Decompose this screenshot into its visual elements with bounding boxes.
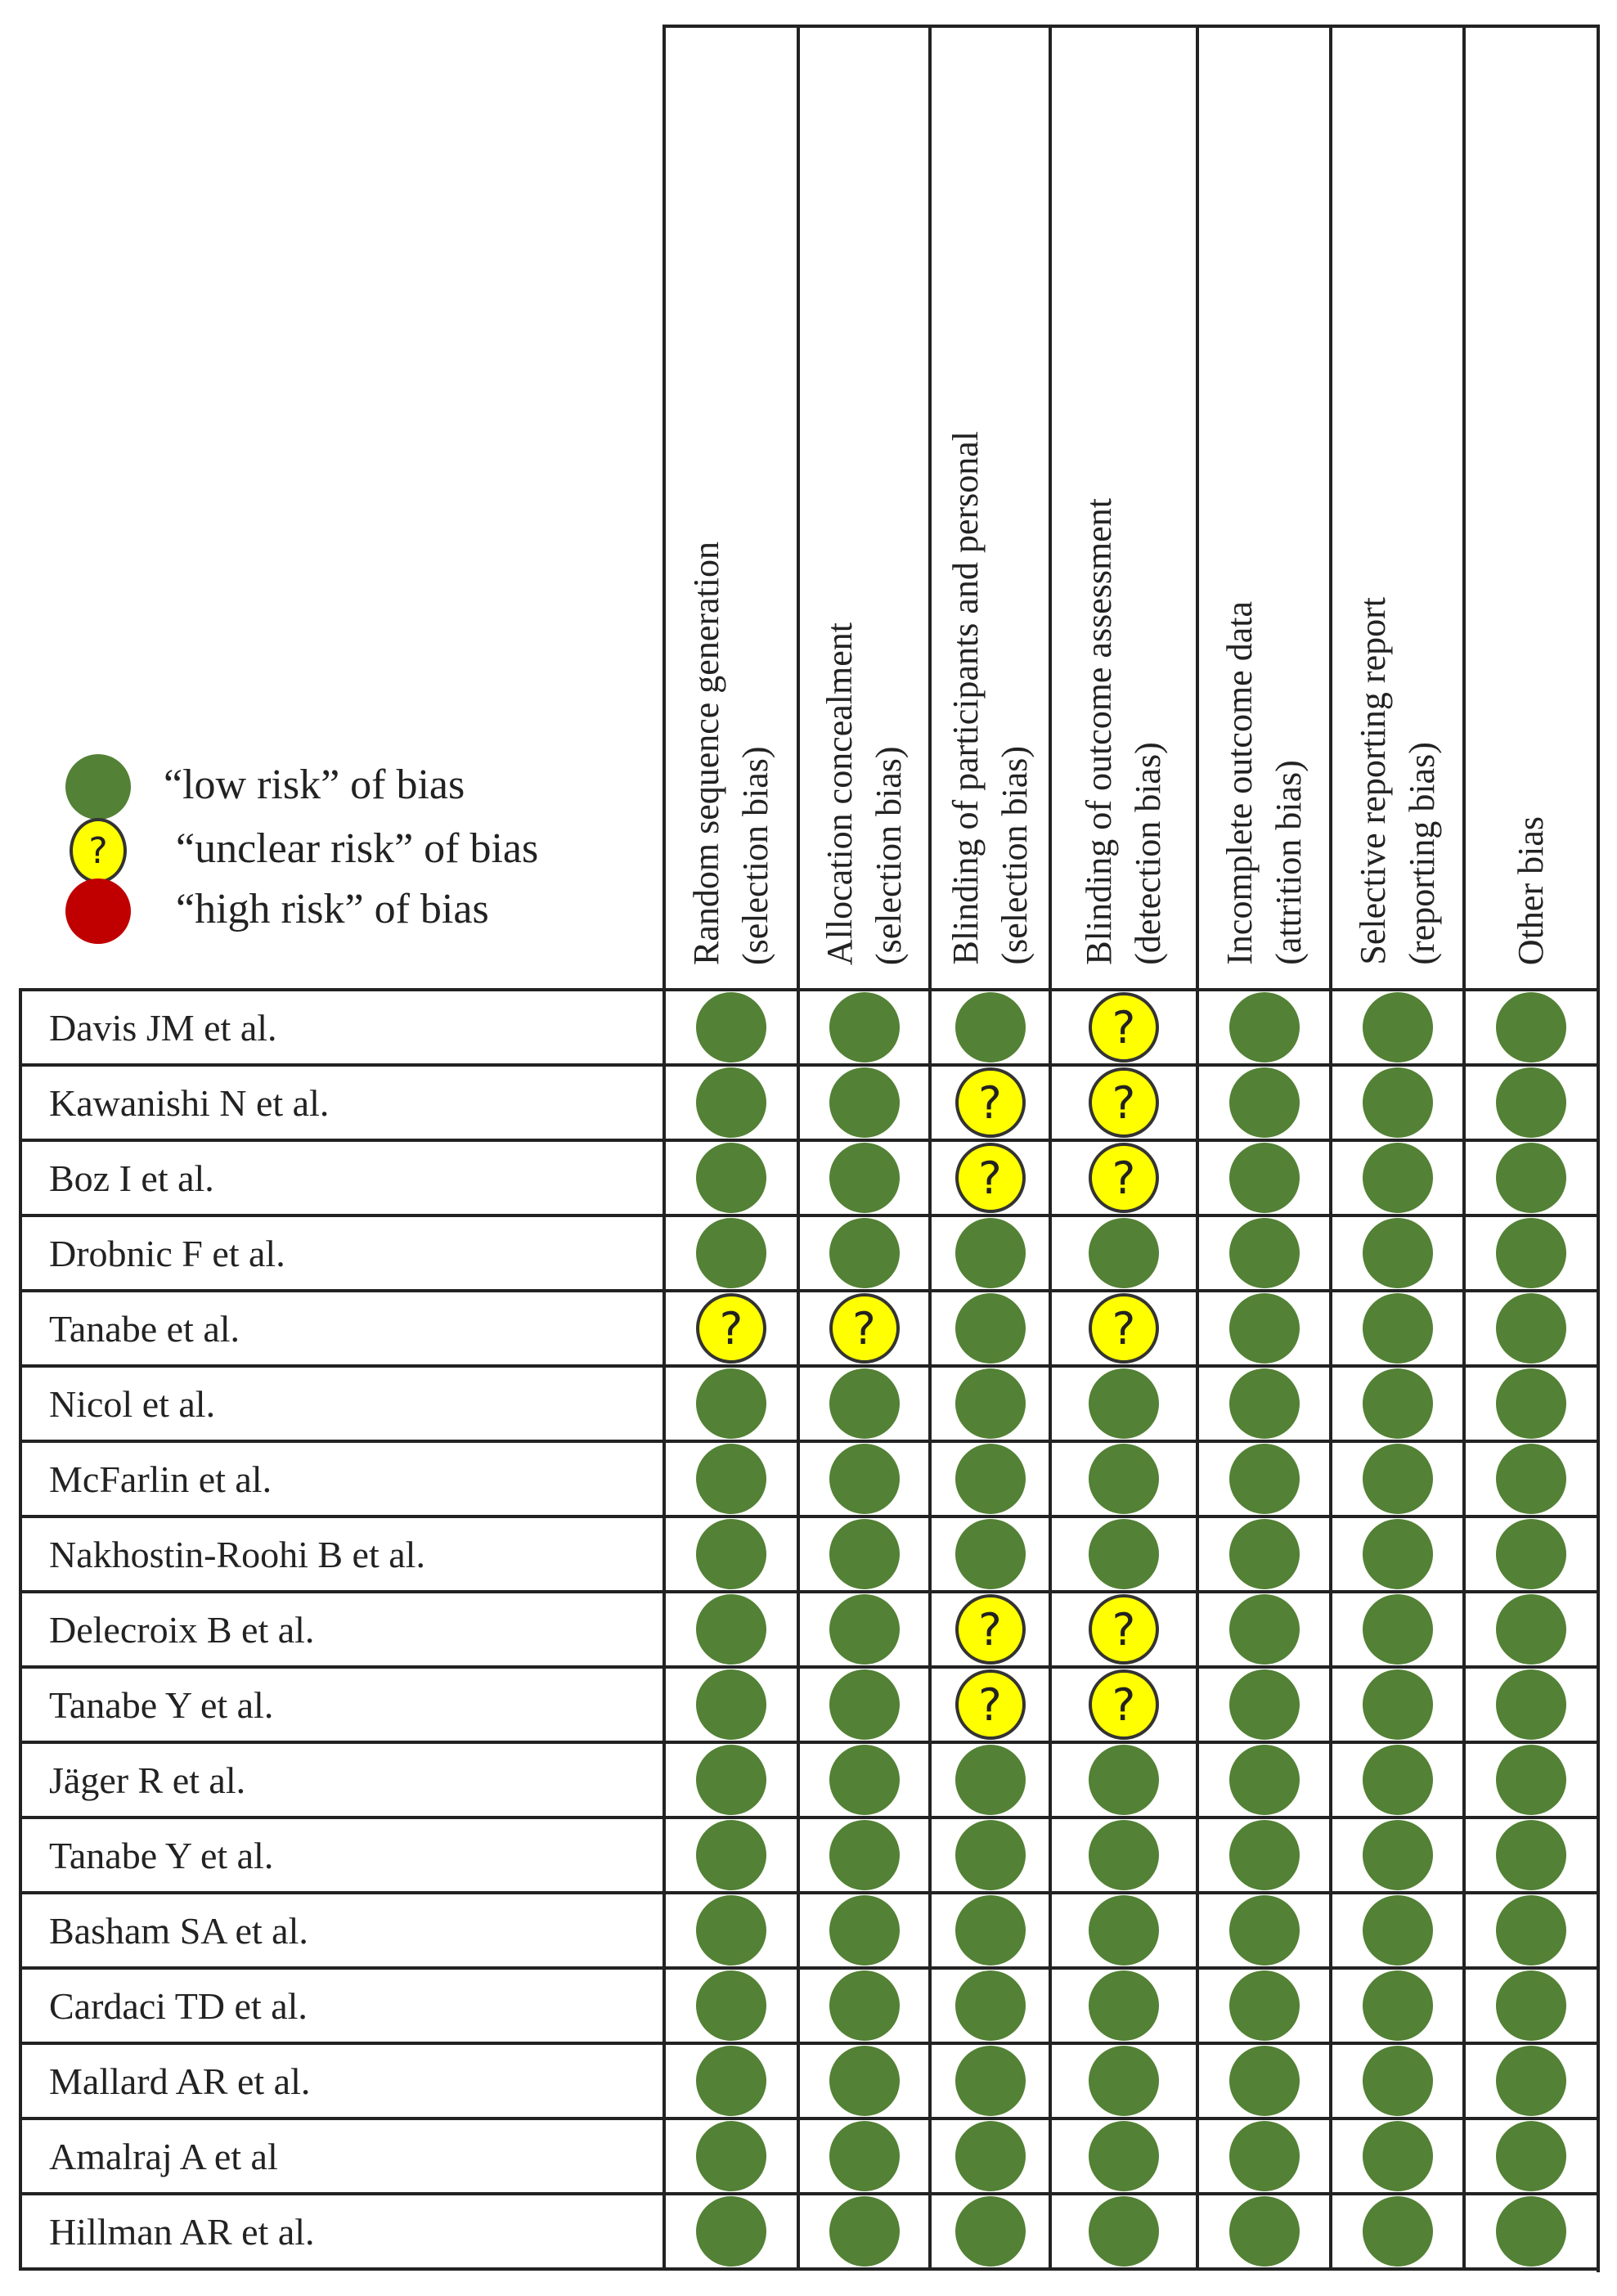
- row-divider: [19, 1891, 1600, 1894]
- risk-low-dot: [1363, 2121, 1433, 2191]
- row-divider: [19, 2192, 1600, 2195]
- risk-unclear-dot: ?: [955, 1594, 1026, 1665]
- column-header-line: Blinding of participants and personal: [945, 431, 986, 965]
- column-divider: [1329, 990, 1332, 2269]
- risk-low-dot: [829, 992, 900, 1063]
- risk-low-dot: [696, 1594, 766, 1665]
- row-divider: [19, 988, 1600, 991]
- risk-low-dot: [696, 2196, 766, 2267]
- column-header: [797, 26, 928, 990]
- risk-low-dot: [955, 2196, 1026, 2267]
- risk-low-dot: [1363, 2196, 1433, 2267]
- risk-low-dot: [1229, 1970, 1300, 2041]
- risk-low-dot: [1496, 1895, 1566, 1966]
- study-name: Cardaci TD et al.: [49, 1985, 308, 2027]
- risk-low-dot: [955, 1970, 1026, 2041]
- risk-low-dot: [1229, 2121, 1300, 2191]
- legend-label-high: “high risk” of bias: [176, 886, 489, 932]
- risk-low-dot: [1229, 1895, 1300, 1966]
- risk-low-dot: [1229, 1143, 1300, 1213]
- risk-low-dot: [1229, 2196, 1300, 2267]
- risk-low-dot: [1363, 1820, 1433, 1890]
- low-risk-legend-dot: [65, 754, 131, 820]
- risk-low-dot: [1496, 1594, 1566, 1665]
- risk-unclear-dot: ?: [829, 1293, 900, 1364]
- risk-low-dot: [829, 2046, 900, 2116]
- risk-unclear-dot: ?: [1089, 1293, 1159, 1364]
- study-name: Hillman AR et al.: [49, 2211, 315, 2253]
- risk-low-dot: [696, 1143, 766, 1213]
- column-divider: [1049, 990, 1052, 2269]
- column-header-line: Random sequence generation: [686, 541, 726, 965]
- risk-low-dot: [1496, 1745, 1566, 1815]
- column-header-line: Blinding of outcome assessment: [1079, 498, 1119, 965]
- risk-unclear-dot: ?: [1089, 1669, 1159, 1740]
- risk-low-dot: [829, 1669, 900, 1740]
- risk-low-dot: [1363, 1218, 1433, 1288]
- row-divider: [19, 1289, 1600, 1292]
- risk-low-dot: [955, 1368, 1026, 1439]
- column-divider: [663, 990, 666, 2269]
- risk-low-dot: [1229, 1368, 1300, 1439]
- column-header-line: (selection bias): [735, 746, 775, 965]
- column-header: [1049, 26, 1196, 990]
- column-header-line: Selective reporting report: [1352, 597, 1393, 965]
- risk-low-dot: [1363, 1444, 1433, 1514]
- row-divider: [19, 1741, 1600, 1744]
- risk-low-dot: [696, 2046, 766, 2116]
- row-divider: [19, 2117, 1600, 2120]
- risk-low-dot: [955, 1444, 1026, 1514]
- study-name: Tanabe et al.: [49, 1308, 240, 1350]
- risk-low-dot: [1089, 1444, 1159, 1514]
- risk-low-dot: [1229, 1218, 1300, 1288]
- risk-low-dot: [1363, 1669, 1433, 1740]
- column-divider: [19, 990, 22, 2269]
- risk-low-dot: [1089, 2121, 1159, 2191]
- risk-low-dot: [696, 1067, 766, 1138]
- row-divider: [19, 1364, 1600, 1368]
- risk-low-dot: [1089, 1745, 1159, 1815]
- legend-label-low: “low risk” of bias: [164, 762, 465, 808]
- risk-low-dot: [1363, 1594, 1433, 1665]
- row-divider: [19, 1966, 1600, 1970]
- risk-low-dot: [955, 1820, 1026, 1890]
- risk-low-dot: [1229, 2046, 1300, 2116]
- risk-low-dot: [829, 1895, 900, 1966]
- risk-low-dot: [1089, 1820, 1159, 1890]
- risk-low-dot: [1496, 2196, 1566, 2267]
- risk-low-dot: [696, 1519, 766, 1589]
- risk-low-dot: [1363, 1895, 1433, 1966]
- risk-low-dot: [1089, 1218, 1159, 1288]
- row-divider: [19, 1590, 1600, 1593]
- risk-low-dot: [829, 1970, 900, 2041]
- risk-low-dot: [1229, 1293, 1300, 1364]
- risk-unclear-dot: ?: [1089, 1067, 1159, 1138]
- risk-low-dot: [829, 1143, 900, 1213]
- risk-low-dot: [955, 1519, 1026, 1589]
- risk-low-dot: [829, 1444, 900, 1514]
- risk-low-dot: [696, 1820, 766, 1890]
- column-divider: [1196, 990, 1199, 2269]
- column-header-line: (detection bias): [1128, 742, 1168, 965]
- risk-low-dot: [1089, 2196, 1159, 2267]
- risk-low-dot: [1496, 992, 1566, 1063]
- risk-low-dot: [1089, 1970, 1159, 2041]
- risk-low-dot: [1496, 1293, 1566, 1364]
- column-header-text: [682, 541, 780, 965]
- column-header-text: [815, 622, 914, 965]
- column-header-line: Allocation concealment: [819, 622, 860, 965]
- risk-low-dot: [829, 2121, 900, 2191]
- row-divider: [19, 1816, 1600, 1819]
- row-divider: [19, 1440, 1600, 1443]
- risk-unclear-dot: ?: [1089, 1594, 1159, 1665]
- risk-low-dot: [1229, 1067, 1300, 1138]
- risk-unclear-dot: ?: [955, 1143, 1026, 1213]
- study-name: McFarlin et al.: [49, 1458, 272, 1500]
- column-header-line: (attrition bias): [1268, 760, 1309, 965]
- column-header: [663, 26, 797, 990]
- risk-low-dot: [696, 1444, 766, 1514]
- risk-low-dot: [829, 1745, 900, 1815]
- risk-low-dot: [696, 1669, 766, 1740]
- risk-unclear-dot: ?: [1089, 1143, 1159, 1213]
- risk-low-dot: [1496, 1669, 1566, 1740]
- study-name: Boz I et al.: [49, 1157, 214, 1199]
- column-header-line: (selection bias): [994, 746, 1035, 965]
- risk-unclear-dot: ?: [1089, 992, 1159, 1063]
- column-header: [1329, 26, 1462, 990]
- legend-label-unclear: “unclear risk” of bias: [176, 825, 539, 872]
- risk-low-dot: [1496, 1444, 1566, 1514]
- risk-low-dot: [829, 1519, 900, 1589]
- risk-low-dot: [1496, 1519, 1566, 1589]
- column-header-line: Incomplete outcome data: [1219, 601, 1260, 965]
- study-name: Nicol et al.: [49, 1383, 216, 1425]
- study-name: Jäger R et al.: [49, 1759, 246, 1801]
- header-top-border: [663, 25, 1600, 28]
- column-header-line: Other bias: [1511, 816, 1551, 965]
- row-divider: [19, 1515, 1600, 1518]
- risk-unclear-dot: ?: [955, 1067, 1026, 1138]
- risk-low-dot: [955, 1745, 1026, 1815]
- risk-low-dot: [696, 992, 766, 1063]
- risk-low-dot: [1363, 1293, 1433, 1364]
- risk-low-dot: [1229, 1669, 1300, 1740]
- risk-low-dot: [1363, 2046, 1433, 2116]
- risk-low-dot: [1496, 1368, 1566, 1439]
- risk-low-dot: [1229, 1444, 1300, 1514]
- study-name: Delecroix B et al.: [49, 1609, 315, 1651]
- row-divider: [19, 1214, 1600, 1217]
- risk-low-dot: [1363, 992, 1433, 1063]
- study-name: Drobnic F et al.: [49, 1233, 285, 1274]
- column-header-text: [1215, 601, 1314, 965]
- risk-low-dot: [696, 1218, 766, 1288]
- column-header: [928, 26, 1049, 990]
- risk-low-dot: [696, 1745, 766, 1815]
- table-right-border: [1597, 25, 1600, 2272]
- risk-low-dot: [1363, 1745, 1433, 1815]
- study-name: Davis JM et al.: [49, 1007, 277, 1049]
- risk-low-dot: [1229, 992, 1300, 1063]
- risk-low-dot: [955, 1895, 1026, 1966]
- risk-low-dot: [1496, 1143, 1566, 1213]
- risk-low-dot: [1496, 1067, 1566, 1138]
- risk-low-dot: [1363, 1970, 1433, 2041]
- risk-low-dot: [1229, 1820, 1300, 1890]
- risk-low-dot: [1089, 1368, 1159, 1439]
- column-header: [1196, 26, 1329, 990]
- risk-low-dot: [829, 1820, 900, 1890]
- risk-low-dot: [1089, 2046, 1159, 2116]
- column-header-text: [1075, 498, 1173, 965]
- risk-low-dot: [955, 1293, 1026, 1364]
- risk-low-dot: [829, 1368, 900, 1439]
- row-divider: [19, 2042, 1600, 2045]
- column-header: [1462, 26, 1597, 990]
- risk-unclear-dot: ?: [696, 1293, 766, 1364]
- risk-low-dot: [955, 1218, 1026, 1288]
- row-divider: [19, 1139, 1600, 1142]
- risk-unclear-dot: ?: [955, 1669, 1026, 1740]
- column-header-text: [1349, 597, 1447, 965]
- row-divider: [19, 1063, 1600, 1067]
- row-divider: [19, 2267, 1600, 2271]
- risk-low-dot: [696, 1368, 766, 1439]
- risk-low-dot: [955, 2046, 1026, 2116]
- risk-low-dot: [1229, 1594, 1300, 1665]
- column-header-line: (selection bias): [868, 746, 909, 965]
- risk-low-dot: [1089, 1519, 1159, 1589]
- risk-low-dot: [696, 2121, 766, 2191]
- risk-low-dot: [1496, 1218, 1566, 1288]
- risk-low-dot: [1496, 2046, 1566, 2116]
- risk-low-dot: [1363, 1368, 1433, 1439]
- risk-low-dot: [1496, 2121, 1566, 2191]
- column-divider: [1462, 990, 1466, 2269]
- study-name: Amalraj A et al: [49, 2136, 278, 2177]
- study-name: Nakhostin-Roohi B et al.: [49, 1534, 425, 1575]
- study-name: Tanabe Y et al.: [49, 1684, 274, 1726]
- risk-low-dot: [696, 1895, 766, 1966]
- column-header-text: [1507, 816, 1556, 965]
- risk-low-dot: [955, 2121, 1026, 2191]
- risk-low-dot: [1363, 1143, 1433, 1213]
- risk-low-dot: [1229, 1519, 1300, 1589]
- row-divider: [19, 1665, 1600, 1669]
- risk-low-dot: [829, 1218, 900, 1288]
- study-name: Tanabe Y et al.: [49, 1835, 274, 1876]
- study-name: Mallard AR et al.: [49, 2060, 311, 2102]
- study-name: Kawanishi N et al.: [49, 1082, 330, 1124]
- column-divider: [928, 990, 932, 2269]
- risk-low-dot: [1363, 1067, 1433, 1138]
- risk-low-dot: [1496, 1820, 1566, 1890]
- study-name: Basham SA et al.: [49, 1910, 308, 1952]
- column-header-line: (reporting bias): [1401, 742, 1442, 965]
- risk-low-dot: [829, 1067, 900, 1138]
- risk-low-dot: [829, 2196, 900, 2267]
- risk-low-dot: [1363, 1519, 1433, 1589]
- risk-low-dot: [829, 1594, 900, 1665]
- risk-low-dot: [1089, 1895, 1159, 1966]
- column-divider: [797, 990, 800, 2269]
- column-header-text: [941, 431, 1040, 965]
- risk-low-dot: [696, 1970, 766, 2041]
- risk-low-dot: [955, 992, 1026, 1063]
- risk-low-dot: [1496, 1970, 1566, 2041]
- unclear-risk-legend-dot: ?: [70, 818, 127, 883]
- risk-low-dot: [1229, 1745, 1300, 1815]
- high-risk-legend-dot: [65, 878, 131, 944]
